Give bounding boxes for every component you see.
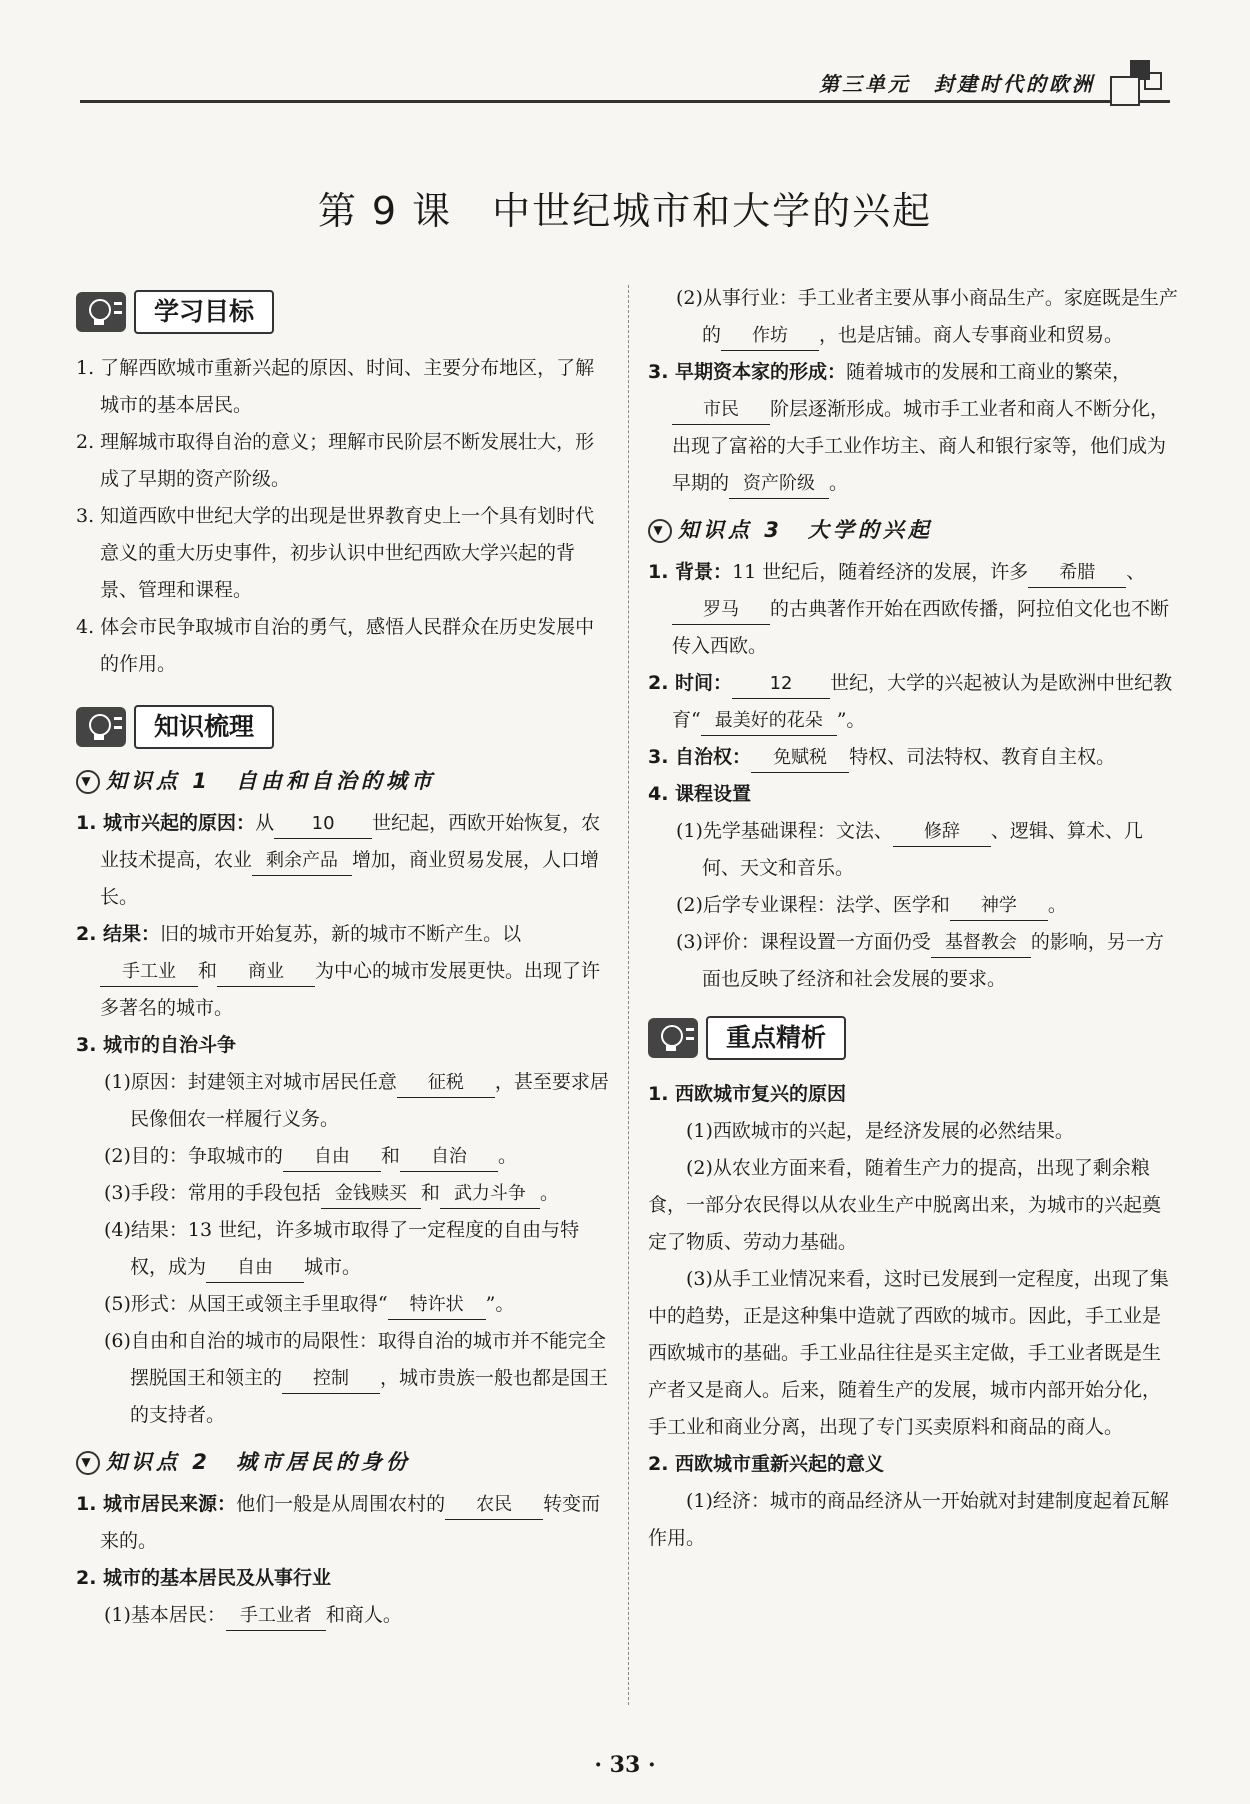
- answer-blank: 10: [274, 810, 372, 839]
- answer-blank: 资产阶级: [729, 470, 829, 499]
- list-heading: 4. 课程设置: [648, 783, 752, 805]
- sub-item: (1)先学基础课程：文法、 修辞 、逻辑、算术、几何、天文和音乐。: [676, 820, 1143, 879]
- column-divider: [628, 285, 629, 1705]
- answer-blank: 12: [732, 670, 830, 699]
- goal-item: 1. 了解西欧城市重新兴起的原因、时间、主要分布地区，了解城市的基本居民。: [76, 357, 595, 416]
- answer-blank: 作坊: [721, 322, 819, 351]
- goal-item: 3. 知道西欧中世纪大学的出现是世界教育史上一个具有划时代意义的重大历史事件，初步认识中世纪西欧大学兴起的背景、管理和课程。: [76, 505, 595, 601]
- lightbulb-icon: [76, 292, 126, 332]
- focus-heading: 1. 西欧城市复兴的原因: [648, 1083, 847, 1105]
- sub-item: (6)自由和自治的城市的局限性：取得自治的城市并不能完全摆脱国王和领主的 控制 ，城市贵族一般也都是国王的支持者。: [104, 1330, 609, 1426]
- lesson-title: 第 9 课 中世纪城市和大学的兴起: [317, 189, 933, 233]
- section-focus: [648, 1016, 1178, 1062]
- answer-blank: 希腊: [1028, 559, 1126, 588]
- answer-blank: 金钱赎买: [321, 1180, 421, 1209]
- knowledge-point-1: ▼ 知识点 1 自由和自治的城市: [76, 765, 611, 795]
- knowledge-point-2: ▼ 知识点 2 城市居民的身份: [76, 1446, 611, 1476]
- answer-blank: 罗马: [672, 596, 770, 625]
- answer-blank: 手工业者: [226, 1602, 326, 1631]
- answer-blank: 基督教会: [931, 929, 1031, 958]
- list-item: 1. 背景：11 世纪后，随着经济的发展，许多 希腊 、罗马 的古典著作开始在西欧传播，阿拉伯文化也不断传入西欧。: [648, 561, 1170, 657]
- answer-blank: 农民: [445, 1491, 543, 1520]
- page-header: [80, 60, 1170, 104]
- sub-item: (1)原因：封建领主对城市居民任意 征税 ，甚至要求居民像佃农一样履行义务。: [104, 1071, 609, 1130]
- list-item: 3. 自治权： 免赋税 特权、司法特权、教育自主权。: [648, 739, 1178, 776]
- section-title: 知识梳理: [134, 705, 274, 749]
- chevron-down-icon: ▼: [648, 519, 672, 543]
- right-column: [648, 280, 1178, 1557]
- focus-paragraph: (1)西欧城市的兴起，是经济发展的必然结果。: [686, 1120, 1074, 1142]
- answer-blank: 自由: [283, 1143, 381, 1172]
- answer-blank: 免赋税: [751, 744, 849, 773]
- sub-item: (2)后学专业课程：法学、医学和 神学 。: [648, 887, 1178, 924]
- focus-paragraph: (3)从手工业情况来看，这时已发展到一定程度，出现了集中的趋势，正是这种集中造就了西欧的城市。因此，手工业是西欧城市的基础。手工业品往往是买主定做，手工业者既是生产者又是商人。后来，随着生产的发展，城市内部开始分化，手工业和商业分离，出现了专门买卖原料和商品的商人。: [648, 1268, 1169, 1438]
- lightbulb-icon: [76, 707, 126, 747]
- list-item: 2. 时间： 12 世纪，大学的兴起被认为是欧洲中世纪教育“ 最美好的花朵 ”。: [648, 665, 1178, 739]
- sub-item: (4)结果：13 世纪，许多城市取得了一定程度的自由与特权，成为 自由 城市。: [76, 1212, 611, 1286]
- section-title: 重点精析: [706, 1016, 846, 1060]
- list-item: 2. 结果：旧的城市开始复苏，新的城市不断产生。以手工业 和 商业 为中心的城市发展更快。出现了许多著名的城市。: [76, 923, 601, 1019]
- sub-item: (2)从事行业：手工业者主要从事小商品生产。家庭既是生产的 作坊 ，也是店铺。商人专事商业和贸易。: [648, 280, 1178, 354]
- left-column: [76, 280, 611, 1634]
- answer-blank: 商业: [217, 958, 315, 987]
- sub-item: (5)形式：从国王或领主手里取得“ 特许状 ”。: [76, 1286, 611, 1323]
- focus-paragraph: (2)从农业方面来看，随着生产力的提高，出现了剩余粮食，一部分农民得以从农业生产中脱离出来，为城市的兴起奠定了物质、劳动力基础。: [648, 1157, 1162, 1253]
- answer-blank: 自治: [400, 1143, 498, 1172]
- answer-blank: 市民: [672, 396, 770, 425]
- answer-blank: 控制: [282, 1365, 380, 1394]
- answer-blank: 特许状: [388, 1291, 486, 1320]
- list-heading: 3. 城市的自治斗争: [76, 1034, 237, 1056]
- page-number: · 33 ·: [594, 1752, 656, 1778]
- knowledge-point-3: ▼ 知识点 3 大学的兴起: [648, 514, 1178, 544]
- answer-blank: 武力斗争: [440, 1180, 540, 1209]
- list-item: 1. 城市居民来源：他们一般是从周围农村的 农民 转变而来的。: [76, 1493, 601, 1552]
- answer-blank: 神学: [950, 892, 1048, 921]
- header-rule: [80, 100, 1170, 103]
- answer-blank: 征税: [397, 1069, 495, 1098]
- list-item: 3. 早期资本家的形成：随着城市的发展和工商业的繁荣，市民 阶层逐渐形成。城市手工业者和商人不断分化，出现了富裕的大手工业作坊主、商人和银行家等，他们成为早期的 资产阶级 。: [648, 354, 1178, 502]
- answer-blank: 修辞: [893, 818, 991, 847]
- goal-item: 4. 体会市民争取城市自治的勇气，感悟人民群众在历史发展中的作用。: [76, 616, 595, 675]
- section-review: [76, 705, 611, 751]
- answer-blank: 自由: [206, 1254, 304, 1283]
- list-item: 1. 城市兴起的原因：从 10 世纪起，西欧开始恢复，农业技术提高，农业 剩余产品 增加，商业贸易发展，人口增长。: [76, 812, 601, 908]
- section-title: 学习目标: [134, 290, 274, 334]
- lightbulb-icon: [648, 1018, 698, 1058]
- answer-blank: 剩余产品: [252, 847, 352, 876]
- list-heading: 2. 城市的基本居民及从事行业: [76, 1567, 332, 1589]
- unit-title: 第三单元 封建时代的欧洲: [819, 72, 1095, 96]
- sub-item: (1)基本居民： 手工业者 和商人。: [76, 1597, 611, 1634]
- section-goals: [76, 290, 611, 336]
- focus-paragraph: (1)经济：城市的商品经济从一开始就对封建制度起着瓦解作用。: [648, 1490, 1169, 1549]
- sub-item: (3)手段：常用的手段包括 金钱赎买 和 武力斗争 。: [76, 1175, 611, 1212]
- chevron-down-icon: ▼: [76, 1451, 100, 1475]
- header-decoration-icon: [1110, 60, 1170, 104]
- focus-heading: 2. 西欧城市重新兴起的意义: [648, 1453, 885, 1475]
- sub-item: (3)评价：课程设置一方面仍受 基督教会 的影响，另一方面也反映了经济和社会发展的要求。: [676, 931, 1164, 990]
- answer-blank: 手工业: [100, 958, 198, 987]
- sub-item: (2)目的：争取城市的 自由 和 自治 。: [76, 1138, 611, 1175]
- goal-item: 2. 理解城市取得自治的意义；理解市民阶层不断发展壮大，形成了早期的资产阶级。: [76, 431, 595, 490]
- answer-blank: 最美好的花朵: [701, 707, 837, 736]
- chevron-down-icon: ▼: [76, 770, 100, 794]
